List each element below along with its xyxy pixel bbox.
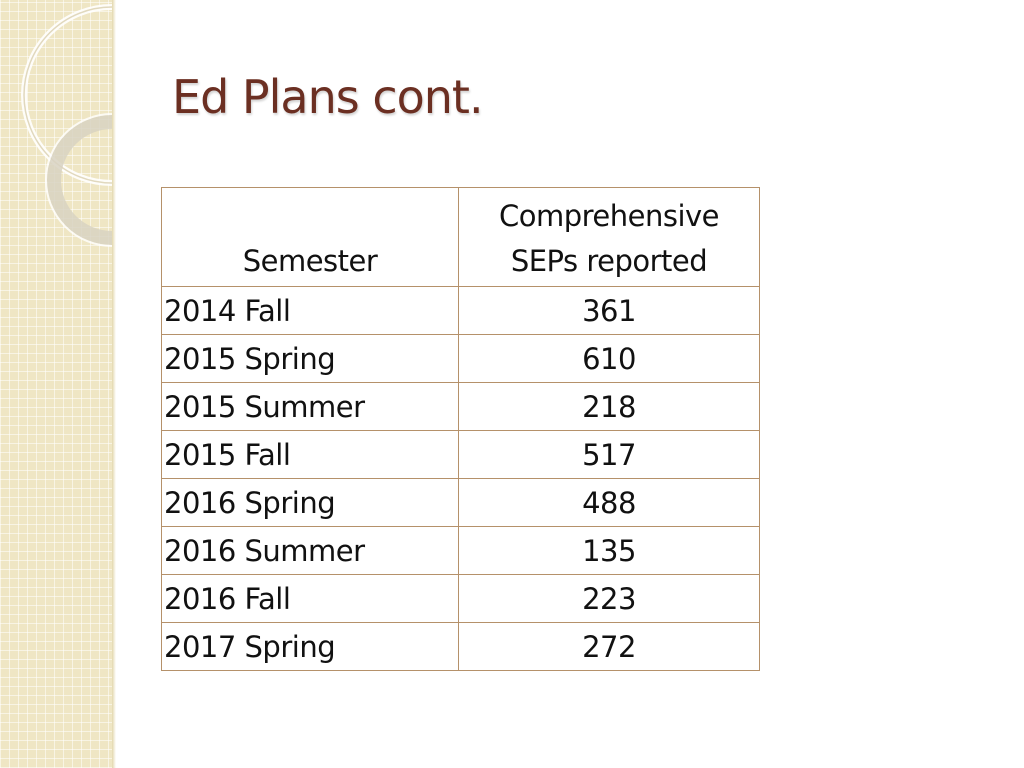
table-row xyxy=(162,479,760,527)
semester-header-label: Semester xyxy=(242,244,378,278)
table-row xyxy=(162,527,760,575)
seps-cell: 272 xyxy=(459,623,760,671)
table-row xyxy=(162,287,760,335)
decorative-rings xyxy=(0,0,112,768)
seps-cell: 610 xyxy=(459,335,760,383)
semester-cell: 2015 Fall xyxy=(162,431,459,479)
semester-cell: 2016 Summer xyxy=(162,527,459,575)
seps-header-line2: SEPs reported xyxy=(510,244,708,278)
seps-cell: 361 xyxy=(459,287,760,335)
side-panel-edge xyxy=(112,0,116,768)
seps-cell: 223 xyxy=(459,575,760,623)
seps-cell: 135 xyxy=(459,527,760,575)
semester-cell: 2015 Summer xyxy=(162,383,459,431)
seps-cell: 488 xyxy=(459,479,760,527)
seps-column-header xyxy=(459,188,760,287)
semester-cell: 2017 Spring xyxy=(162,623,459,671)
table-row xyxy=(162,623,760,671)
table-row xyxy=(162,383,760,431)
slide-title: Ed Plans cont. xyxy=(172,70,483,124)
table-row xyxy=(162,335,760,383)
semester-cell: 2016 Fall xyxy=(162,575,459,623)
semester-cell: 2016 Spring xyxy=(162,479,459,527)
semester-cell: 2014 Fall xyxy=(162,287,459,335)
decorative-side-panel xyxy=(0,0,112,768)
semester-column-header xyxy=(162,188,459,287)
table-row xyxy=(162,575,760,623)
seps-cell: 517 xyxy=(459,431,760,479)
seps-cell: 218 xyxy=(459,383,760,431)
table-row xyxy=(162,431,760,479)
seps-header-line1: Comprehensive xyxy=(498,199,720,233)
table-header-row xyxy=(162,188,760,287)
sep-table xyxy=(161,187,760,671)
semester-cell: 2015 Spring xyxy=(162,335,459,383)
